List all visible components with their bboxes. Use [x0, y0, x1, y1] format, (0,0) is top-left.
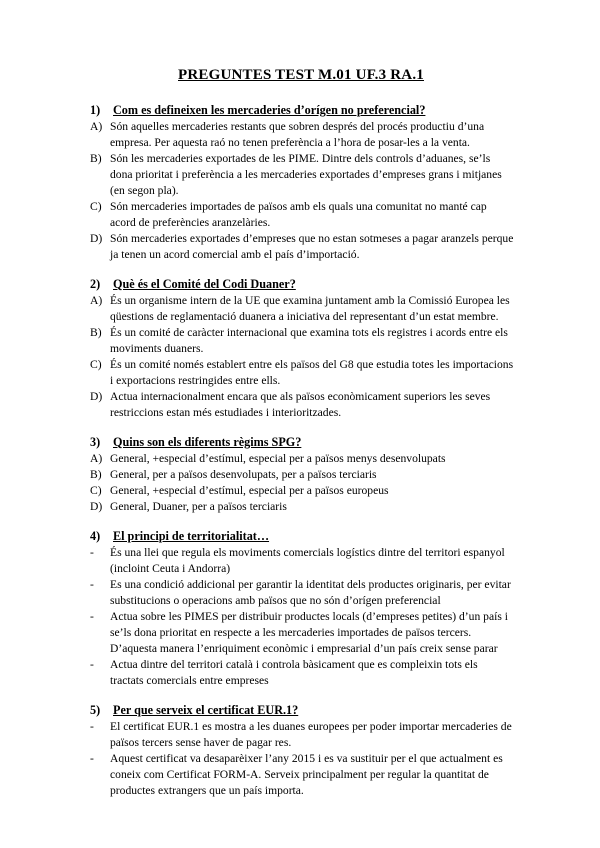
question-number: 5): [90, 703, 101, 717]
answer-option-label: B): [90, 326, 102, 339]
answer-option-label: A): [90, 294, 103, 307]
question-number: 1): [90, 103, 101, 117]
question-number: 2): [90, 277, 101, 291]
answer-option-label: D): [90, 500, 103, 513]
answer-option: [88, 467, 514, 483]
answer-option-label: -: [90, 610, 94, 623]
question-1: [88, 102, 514, 263]
answer-option: [88, 751, 514, 799]
question-text: Com es defineixen les mercaderies d’orígen no preferencial?: [113, 103, 426, 117]
answer-option: [88, 483, 514, 499]
answer-option-label: D): [90, 232, 103, 245]
answer-option: [88, 151, 514, 199]
question-text: El principi de territorialitat…: [113, 529, 270, 543]
answer-option-text: Aquest certificat va desaparèixer l’any 2015 i es va sustituir per el que actualment es coneix com Certificat FORM-A. Serveix principalment per regular la quantitat de productes extrangers que un país importa.: [110, 752, 503, 797]
answer-option-text: És una llei que regula els moviments comercials logístics dintre del territori espanyol (incloint Ceuta i Andorra): [110, 546, 505, 575]
answer-option: [88, 325, 514, 357]
answer-option: [88, 719, 514, 751]
answer-option-label: A): [90, 120, 103, 133]
answer-option-text: General, +especial d’estímul, especial per a països europeus: [110, 484, 389, 497]
question-number: 3): [90, 435, 101, 449]
answer-option-label: C): [90, 484, 102, 497]
answer-option-text: Són les mercaderies exportades de les PIME. Dintre dels controls d’aduanes, se’ls dona prioritat i preferència a les mercaderies exportades d’empreses grans i mitjanes (en segon pla).: [110, 152, 502, 197]
answer-option-text: És un organisme intern de la UE que examina juntament amb la Comissió Europea les qüestions de reglamentació duanera a iniciativa del representant d’un estat membre.: [110, 294, 510, 323]
answer-option: [88, 545, 514, 577]
answer-option-label: -: [90, 752, 94, 765]
answer-option: [88, 499, 514, 515]
question-5: [88, 702, 514, 799]
answer-option: [88, 451, 514, 467]
answer-option: [88, 577, 514, 609]
question-title: [88, 434, 514, 450]
answer-option-label: -: [90, 720, 94, 733]
answer-option-label: A): [90, 452, 103, 465]
answer-option-label: C): [90, 358, 102, 371]
question-text: Què és el Comité del Codi Duaner?: [113, 277, 296, 291]
answer-option-text: General, Duaner, per a països terciaris: [110, 500, 287, 513]
answer-option-label: D): [90, 390, 103, 403]
answer-option: [88, 609, 514, 657]
answer-option-text: Actua dintre del territori català i controla bàsicament que es compleixin tots els tractats comercials entre empreses: [110, 658, 478, 687]
answer-option: [88, 389, 514, 421]
question-title: [88, 102, 514, 118]
answer-option-text: És un comité de caràcter internacional que examina tots els registres i acords entre els moviments duaners.: [110, 326, 508, 355]
answer-option-label: -: [90, 578, 94, 591]
answer-option: [88, 119, 514, 151]
answer-option-text: Es una condició addicional per garantir la identitat dels productes originaris, per evitar substitucions o operacions amb països que no són d’orígen preferencial: [110, 578, 511, 607]
answer-option-label: -: [90, 546, 94, 559]
question-3: [88, 434, 514, 515]
question-2: [88, 276, 514, 421]
question-title: [88, 702, 514, 718]
question-number: 4): [90, 529, 101, 543]
question-text: Quins son els diferents règims SPG?: [113, 435, 302, 449]
question-title: [88, 528, 514, 544]
answer-option-text: General, +especial d’estímul, especial per a països menys desenvolupats: [110, 452, 446, 465]
answer-option: [88, 657, 514, 689]
answer-option: [88, 357, 514, 389]
answer-option-label: B): [90, 468, 102, 481]
answer-option-label: C): [90, 200, 102, 213]
answer-option-text: Actua sobre les PIMES per distribuir productes locals (d’empreses petites) d’un país i se’ls dona prioritat en respecte a les mercaderies importades de països tercers. D’aquesta manera l’enriquiment econòmic i empresarial d’un país creix sense parar: [110, 610, 508, 655]
answer-option-text: Són mercaderies exportades d’empreses que no estan sotmeses a pagar aranzels perque ja tenen un acord comercial amb el país d’importació.: [110, 232, 514, 261]
answer-option-text: Són mercaderies importades de països amb els quals una comunitat no manté cap acord de preferències aranzelàries.: [110, 200, 487, 229]
answer-option-text: Actua internacionalment encara que als països econòmicament superiors les seves restriccions estan més estudiades i interioritzades.: [110, 390, 491, 419]
question-4: [88, 528, 514, 689]
answer-option: [88, 199, 514, 231]
answer-option-text: Són aquelles mercaderies restants que sobren després del procés productiu d’una empresa. Per aquesta raó no tenen preferència a l’hora de posar-les a la venta.: [110, 120, 485, 149]
question-title: [88, 276, 514, 292]
question-text: Per que serveix el certificat EUR.1?: [113, 703, 299, 717]
question-list: [88, 102, 514, 799]
answer-option-text: El certificat EUR.1 es mostra a les duanes europees per poder importar mercaderies de països tercers sense haver de pagar res.: [110, 720, 512, 749]
answer-option-text: És un comité només establert entre els països del G8 que estudia totes les importacions i exportacions restringides entre ells.: [110, 358, 514, 387]
answer-option-label: B): [90, 152, 102, 165]
answer-option-label: -: [90, 658, 94, 671]
document-title: PREGUNTES TEST M.01 UF.3 RA.1: [178, 67, 424, 83]
answer-option: [88, 293, 514, 325]
answer-option: [88, 231, 514, 263]
answer-option-text: General, per a països desenvolupats, per a països terciaris: [110, 468, 377, 481]
